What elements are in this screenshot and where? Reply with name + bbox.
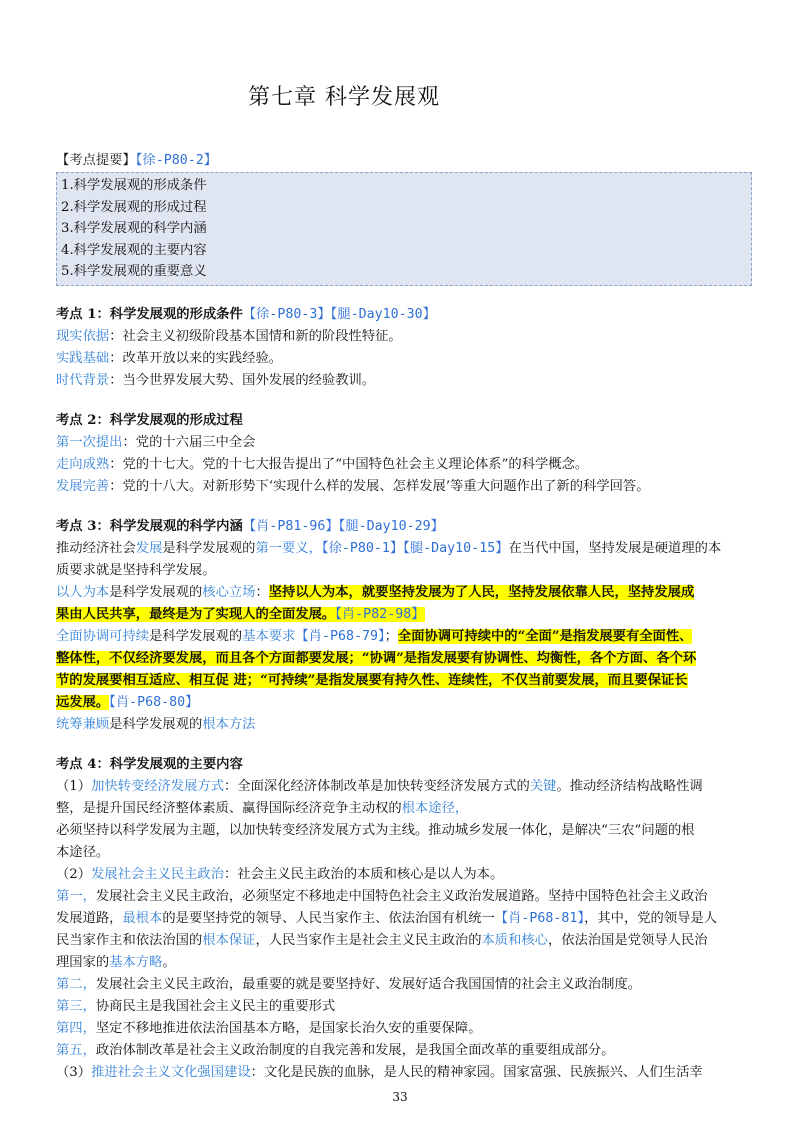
text: 必须坚持以科学发展为主题，以加快转变经济发展方式为主线。推动城乡发展一体化，是解决“三农”问题的根 xyxy=(56,822,695,838)
text: 本途径。 xyxy=(56,844,110,860)
term: 发展社会主义民主政治 xyxy=(91,866,225,882)
term: 关键 xyxy=(529,778,557,794)
text: 发展社会主义民主政治，必须坚定不移地走中国特色社会主义政治发展道路。坚持中国特色社会主义政治 xyxy=(95,888,708,904)
text: 民当家作主和依法治国的 xyxy=(56,932,203,948)
text: 整，是提升国民经济整体素质、赢得国际经济竞争主动权的 xyxy=(56,800,402,816)
text: （2） xyxy=(56,866,92,882)
ref: 【肖-P68-79】 xyxy=(295,628,385,644)
text: 协商民主是我国社会主义民主的重要形式 xyxy=(95,998,336,1014)
text: 理国家的 xyxy=(56,954,110,970)
term: 本质和核心 xyxy=(481,932,548,948)
section-4-heading: 考点 4：科学发展观的主要内容 xyxy=(56,756,243,772)
text: 是科学发展观的 xyxy=(109,584,203,600)
term: 现实依据 xyxy=(56,328,110,344)
keypoints-box xyxy=(56,172,752,286)
text: 政治体制改革是社会主义政治制度的自我完善和发展，是我国全面改革的重要组成部分。 xyxy=(95,1042,615,1058)
text: 坚定不移地推进依法治国基本方略，是国家长治久安的重要保障。 xyxy=(95,1020,482,1036)
section-1 xyxy=(56,304,746,392)
text: ： xyxy=(255,584,269,600)
section-1-heading: 考点 1：科学发展观的形成条件 xyxy=(56,306,243,322)
keypoints-label: 【考点提要】 xyxy=(56,153,136,168)
term: 第三， xyxy=(56,998,96,1014)
text: ，人民当家作主是社会主义民主政治的 xyxy=(255,932,482,948)
term: 基本方略 xyxy=(109,954,163,970)
term: 第一要义 xyxy=(255,540,309,556)
text: ：社会主义民主政治的本质和核心是以人为本。 xyxy=(224,866,504,882)
term: 发展 xyxy=(135,540,163,556)
term: 推进社会主义文化强国建设 xyxy=(91,1064,251,1080)
definition: ：党的十七大。党的十七大报告提出了“中国特色社会主义理论体系”的科学概念。 xyxy=(109,456,589,472)
term: 根本保证 xyxy=(202,932,256,948)
term: 最根本 xyxy=(122,910,163,926)
section-2-heading: 考点 2：科学发展观的形成过程 xyxy=(56,412,243,428)
section-4 xyxy=(56,754,746,1084)
term: 加快转变经济发展方式 xyxy=(91,778,225,794)
section-3-heading: 考点 3：科学发展观的科学内涵 xyxy=(56,518,243,534)
text: 。 xyxy=(162,954,176,970)
text: 发展道路， xyxy=(56,910,123,926)
term: 第五， xyxy=(56,1042,96,1058)
text: 是科学发展观的 xyxy=(162,540,256,556)
highlight: 节的发展要相互适应、相互促 进；“可持续”是指发展要有持久性、连续性，不仅当前要发展，而且要保证长 xyxy=(56,672,688,688)
section-3-ref: 【肖-P81-96】【腿-Day10-29】 xyxy=(242,518,444,534)
term: 全面协调可持续 xyxy=(56,628,150,644)
highlight: 坚持以人为本，就要坚持发展为了人民，坚持发展依靠人民，坚持发展成 xyxy=(268,584,695,600)
ref: 【肖-P68-81】 xyxy=(494,910,585,926)
text: 在当代中国，坚持发展是硬道理的本 xyxy=(508,540,722,556)
text: ； xyxy=(384,628,398,644)
term: 基本要求 xyxy=(242,628,296,644)
term: 第一次提出 xyxy=(56,434,123,450)
text: ，其中，党的领导是人 xyxy=(584,910,718,926)
text: （3） xyxy=(56,1064,92,1080)
keypoint-item: 3.科学发展观的科学内涵 xyxy=(61,221,207,236)
content xyxy=(56,150,746,1084)
term: 时代背景 xyxy=(56,372,110,388)
term: 实践基础 xyxy=(56,350,110,366)
term: 以人为本 xyxy=(56,584,110,600)
section-3 xyxy=(56,516,746,736)
text: ：文化是民族的血脉，是人民的精神家园。国家富强、民族振兴、人们生活幸 xyxy=(250,1064,703,1080)
section-1-ref: 【徐-P80-3】【腿-Day10-30】 xyxy=(242,306,436,322)
highlight: 全面协调可持续中的“全面”是指发展要有全面性、 xyxy=(397,628,693,644)
ref: 【肖-P68-80】 xyxy=(109,694,199,710)
text: 发展社会主义民主政治，最重要的就是要坚持好、发展好适合我国国情的社会主义政治制度。 xyxy=(95,976,642,992)
term: 发展完善 xyxy=(56,478,110,494)
highlight: 远发展。 xyxy=(56,694,110,710)
term: 第二， xyxy=(56,976,96,992)
definition: ：改革开放以来的实践经验。 xyxy=(109,350,283,366)
text: ：全面深化经济体制改革是加快转变经济发展方式的 xyxy=(224,778,530,794)
definition: ：当今世界发展大势、国外发展的经验教训。 xyxy=(109,372,376,388)
text: ，依法治国是党领导人民治 xyxy=(547,932,708,948)
keypoint-item: 1.科学发展观的形成条件 xyxy=(61,178,207,193)
definition: ：党的十六届三中全会 xyxy=(122,434,256,450)
keypoint-item: 2.科学发展观的形成过程 xyxy=(61,199,207,215)
text: ， xyxy=(308,540,322,556)
term: 根本方法 xyxy=(202,716,256,732)
highlight: 整体性，不仅经济要发展，而且各个方面都要发展；“协调”是指发展要有协调性、均衡性，各个方面、各个环 xyxy=(56,650,697,666)
keypoint-item: 5.科学发展观的重要意义 xyxy=(61,264,207,279)
definition: ：党的十八大。对新形势下‘实现什么样的发展、怎样发展’等重大问题作出了新的科学回答。 xyxy=(109,478,650,494)
text: （1） xyxy=(56,778,92,794)
page-title: 第七章 科学发展观 xyxy=(248,85,440,110)
term: 统筹兼顾 xyxy=(56,716,110,732)
definition: ：社会主义初级阶段基本国情和新的阶段性特征。 xyxy=(109,328,402,344)
text: 推动经济社会 xyxy=(56,540,136,556)
term: 第一， xyxy=(56,888,96,904)
text: ， xyxy=(454,800,469,816)
keypoints-ref: 【徐-P80-2】 xyxy=(135,153,218,168)
ref: 【肖-P82-98】 xyxy=(335,606,425,622)
ref: 【徐-P80-1】【腿-Day10-15】 xyxy=(321,540,509,556)
text: 。推动经济结构战略性调 xyxy=(556,778,703,794)
text: 是科学发展观的 xyxy=(109,716,203,732)
text: 质要求就是坚持科学发展。 xyxy=(56,562,216,578)
page-number: 33 xyxy=(392,1090,408,1104)
text: 的是要坚持党的领导、人民当家作主、依法治国有机统一 xyxy=(162,910,495,926)
section-2 xyxy=(56,410,746,498)
term: 核心立场 xyxy=(202,584,256,600)
keypoint-item: 4.科学发展观的主要内容 xyxy=(61,242,207,258)
keypoints-header xyxy=(56,150,746,172)
highlight: 果由人民共享，最终是为了实现人的全面发展。 xyxy=(56,606,336,622)
term: 根本途径 xyxy=(401,800,455,816)
term: 第四， xyxy=(56,1020,96,1036)
text: 是科学发展观的 xyxy=(149,628,243,644)
term: 走向成熟 xyxy=(56,456,110,472)
